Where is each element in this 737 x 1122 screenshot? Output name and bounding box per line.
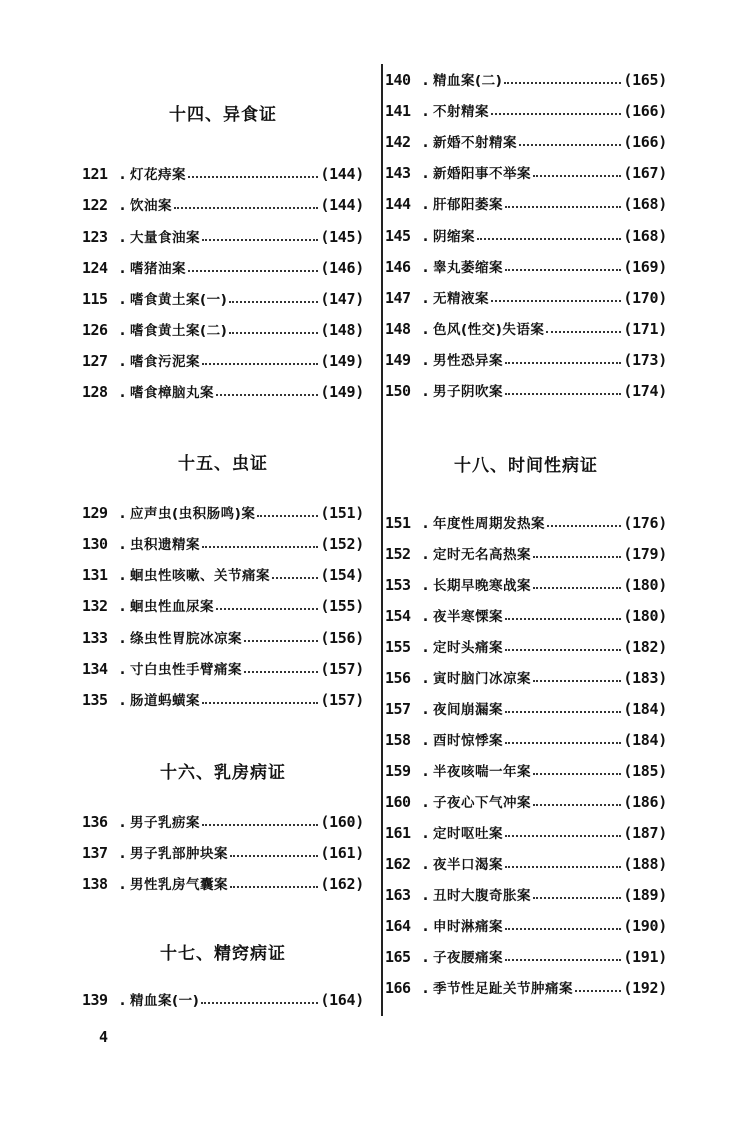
- entry-number: 156: [385, 669, 411, 687]
- entry-number-dot: .: [118, 165, 128, 183]
- entry-title: 嗜食樟脑丸案: [130, 385, 214, 401]
- dot-leader: [202, 817, 318, 827]
- entry-title: 嗜食黄土案(一): [130, 292, 228, 308]
- dot-leader: [519, 137, 621, 147]
- entry-number: 159: [385, 762, 411, 780]
- entry-page: (179): [623, 545, 667, 563]
- dot-leader: [533, 673, 621, 683]
- entry-title: 子夜心下气冲案: [433, 795, 531, 811]
- dot-leader: [174, 200, 318, 210]
- section-heading-15: 十五、虫证: [178, 454, 268, 474]
- toc-entry[interactable]: [385, 791, 667, 817]
- dot-leader: [491, 106, 621, 116]
- toc-entry[interactable]: [82, 533, 364, 559]
- toc-entry[interactable]: [82, 658, 364, 684]
- entry-number: 141: [385, 102, 411, 120]
- toc-entry[interactable]: [385, 512, 667, 538]
- entry-number-dot: .: [118, 321, 128, 339]
- entry-number: 122: [82, 196, 108, 214]
- page-number: 4: [99, 1028, 109, 1046]
- column-divider: [381, 64, 383, 1016]
- dot-leader: [575, 983, 621, 993]
- dot-leader: [505, 921, 621, 931]
- entry-page: (162): [320, 875, 364, 893]
- dot-leader: [491, 293, 621, 303]
- entry-page: (157): [320, 691, 364, 709]
- entry-page: (154): [320, 566, 364, 584]
- dot-leader: [505, 828, 621, 838]
- entry-number-dot: .: [118, 844, 128, 862]
- entry-number: 132: [82, 597, 108, 615]
- entry-title: 精血案(一): [130, 993, 200, 1009]
- dot-leader: [229, 294, 318, 304]
- entry-page: (168): [623, 195, 667, 213]
- dot-leader: [505, 859, 621, 869]
- toc-entry[interactable]: [82, 194, 364, 220]
- dot-leader: [188, 263, 318, 273]
- entry-number-dot: .: [421, 164, 431, 182]
- dot-leader: [202, 539, 318, 549]
- toc-entry[interactable]: [385, 287, 667, 313]
- entry-title: 新婚不射精案: [433, 135, 517, 151]
- dot-leader: [505, 704, 621, 714]
- toc-entry[interactable]: [385, 822, 667, 848]
- entry-number: 164: [385, 917, 411, 935]
- toc-entry[interactable]: [385, 915, 667, 941]
- entry-number-dot: .: [421, 320, 431, 338]
- dot-leader: [505, 386, 621, 396]
- entry-number-dot: .: [118, 813, 128, 831]
- entry-number: 139: [82, 991, 108, 1009]
- dot-leader: [202, 695, 318, 705]
- toc-entry[interactable]: [385, 698, 667, 724]
- entry-number-dot: .: [421, 514, 431, 532]
- entry-page: (169): [623, 258, 667, 276]
- dot-leader: [216, 601, 318, 611]
- toc-entry[interactable]: [385, 977, 667, 1003]
- toc-entry[interactable]: [385, 225, 667, 251]
- toc-entry[interactable]: [385, 131, 667, 157]
- entry-number-dot: .: [118, 629, 128, 647]
- toc-entry[interactable]: [82, 811, 364, 837]
- entry-title: 半夜咳喘一年案: [433, 764, 531, 780]
- entry-title: 应声虫(虫积肠鸣)案: [130, 506, 256, 522]
- entry-number: 137: [82, 844, 108, 862]
- entry-number: 149: [385, 351, 411, 369]
- entry-number: 163: [385, 886, 411, 904]
- entry-number-dot: .: [421, 731, 431, 749]
- entry-number: 162: [385, 855, 411, 873]
- entry-title: 睾丸萎缩案: [433, 260, 503, 276]
- toc-entry[interactable]: [82, 257, 364, 283]
- toc-entry[interactable]: [385, 256, 667, 282]
- entry-page: (157): [320, 660, 364, 678]
- entry-number-dot: .: [421, 258, 431, 276]
- entry-page: (186): [623, 793, 667, 811]
- entry-number: 146: [385, 258, 411, 276]
- toc-entry[interactable]: [82, 350, 364, 376]
- entry-title: 精血案(二): [433, 73, 503, 89]
- entry-title: 寅时脑门冰凉案: [433, 671, 531, 687]
- entry-number-dot: .: [421, 762, 431, 780]
- dot-leader: [533, 766, 621, 776]
- toc-entry[interactable]: [82, 595, 364, 621]
- entry-page: (144): [320, 165, 364, 183]
- entry-number-dot: .: [421, 700, 431, 718]
- entry-page: (160): [320, 813, 364, 831]
- entry-page: (145): [320, 228, 364, 246]
- section-heading-17: 十七、精窍病证: [160, 944, 286, 964]
- toc-entry[interactable]: [82, 226, 364, 252]
- entry-title: 不射精案: [433, 104, 489, 120]
- toc-entry[interactable]: [82, 873, 364, 899]
- toc-entry[interactable]: [385, 318, 667, 344]
- entry-number-dot: .: [421, 195, 431, 213]
- entry-page: (189): [623, 886, 667, 904]
- toc-entry[interactable]: [385, 605, 667, 631]
- toc-entry[interactable]: [385, 100, 667, 126]
- entry-number: 157: [385, 700, 411, 718]
- entry-number: 115: [82, 290, 108, 308]
- entry-number-dot: .: [421, 824, 431, 842]
- entry-title: 年度性周期发热案: [433, 516, 545, 532]
- entry-number-dot: .: [118, 352, 128, 370]
- entry-number-dot: .: [421, 351, 431, 369]
- entry-title: 男子阴吹案: [433, 384, 503, 400]
- entry-title: 肝郁阳萎案: [433, 197, 503, 213]
- toc-entry[interactable]: [82, 288, 364, 314]
- dot-leader: [505, 735, 621, 745]
- dot-leader: [229, 325, 318, 335]
- dot-leader: [533, 168, 621, 178]
- entry-title: 灯花痔案: [130, 167, 186, 183]
- toc-entry[interactable]: [385, 543, 667, 569]
- dot-leader: [505, 262, 621, 272]
- toc-entry[interactable]: [82, 842, 364, 868]
- entry-number: 127: [82, 352, 108, 370]
- dot-leader: [505, 642, 621, 652]
- entry-page: (152): [320, 535, 364, 553]
- entry-number-dot: .: [118, 597, 128, 615]
- entry-number-dot: .: [421, 669, 431, 687]
- entry-number: 155: [385, 638, 411, 656]
- entry-title: 阴缩案: [433, 229, 475, 245]
- entry-title: 季节性足趾关节肿痛案: [433, 981, 573, 997]
- entry-title: 嗜食黄土案(二): [130, 323, 228, 339]
- entry-page: (192): [623, 979, 667, 997]
- dot-leader: [533, 797, 621, 807]
- entry-number-dot: .: [421, 886, 431, 904]
- entry-page: (166): [623, 133, 667, 151]
- entry-number: 133: [82, 629, 108, 647]
- dot-leader: [188, 169, 318, 179]
- toc-entry[interactable]: [82, 989, 364, 1015]
- entry-page: (155): [320, 597, 364, 615]
- entry-number-dot: .: [421, 133, 431, 151]
- toc-entry[interactable]: [385, 349, 667, 375]
- entry-title: 夜半寒慄案: [433, 609, 503, 625]
- entry-page: (156): [320, 629, 364, 647]
- entry-number: 154: [385, 607, 411, 625]
- entry-page: (164): [320, 991, 364, 1009]
- dot-leader: [272, 570, 318, 580]
- entry-number: 161: [385, 824, 411, 842]
- entry-number-dot: .: [118, 691, 128, 709]
- entry-page: (161): [320, 844, 364, 862]
- entry-number: 145: [385, 227, 411, 245]
- entry-title: 男性恐异案: [433, 353, 503, 369]
- entry-number: 121: [82, 165, 108, 183]
- entry-title: 绦虫性胃脘冰凉案: [130, 631, 242, 647]
- entry-title: 大量食油案: [130, 230, 200, 246]
- toc-entry[interactable]: [385, 853, 667, 879]
- section-heading-18: 十八、时间性病证: [454, 456, 598, 476]
- entry-page: (190): [623, 917, 667, 935]
- entry-number-dot: .: [421, 71, 431, 89]
- entry-number-dot: .: [421, 289, 431, 307]
- toc-entry[interactable]: [385, 636, 667, 662]
- entry-page: (174): [623, 382, 667, 400]
- dot-leader: [505, 952, 621, 962]
- dot-leader: [216, 387, 318, 397]
- entry-title: 夜半口渴案: [433, 857, 503, 873]
- entry-page: (184): [623, 731, 667, 749]
- entry-number-dot: .: [421, 948, 431, 966]
- entry-number: 143: [385, 164, 411, 182]
- entry-number: 131: [82, 566, 108, 584]
- entry-number-dot: .: [421, 227, 431, 245]
- entry-page: (144): [320, 196, 364, 214]
- entry-number: 166: [385, 979, 411, 997]
- entry-number: 123: [82, 228, 108, 246]
- entry-page: (170): [623, 289, 667, 307]
- entry-number-dot: .: [421, 979, 431, 997]
- dot-leader: [505, 355, 621, 365]
- entry-title: 嗜猪油案: [130, 261, 186, 277]
- entry-page: (173): [623, 351, 667, 369]
- entry-page: (188): [623, 855, 667, 873]
- toc-entry[interactable]: [385, 574, 667, 600]
- dot-leader: [505, 611, 621, 621]
- entry-number-dot: .: [421, 545, 431, 563]
- entry-page: (191): [623, 948, 667, 966]
- entry-title: 丑时大腹奇胀案: [433, 888, 531, 904]
- entry-page: (187): [623, 824, 667, 842]
- entry-title: 男子乳疬案: [130, 815, 200, 831]
- entry-number: 136: [82, 813, 108, 831]
- entry-page: (182): [623, 638, 667, 656]
- entry-title: 男子乳部肿块案: [130, 846, 228, 862]
- entry-number-dot: .: [118, 196, 128, 214]
- entry-number: 160: [385, 793, 411, 811]
- toc-entry[interactable]: [385, 729, 667, 755]
- entry-number: 138: [82, 875, 108, 893]
- entry-title: 嗜食污泥案: [130, 354, 200, 370]
- entry-number: 129: [82, 504, 108, 522]
- entry-number: 147: [385, 289, 411, 307]
- entry-title: 色风(性交)失语案: [433, 322, 545, 338]
- entry-page: (167): [623, 164, 667, 182]
- entry-page: (165): [623, 71, 667, 89]
- entry-number-dot: .: [421, 607, 431, 625]
- entry-title: 寸白虫性手臂痛案: [130, 662, 242, 678]
- toc-entry[interactable]: [385, 884, 667, 910]
- entry-page: (176): [623, 514, 667, 532]
- dot-leader: [230, 879, 318, 889]
- entry-number: 144: [385, 195, 411, 213]
- entry-number-dot: .: [421, 382, 431, 400]
- entry-page: (183): [623, 669, 667, 687]
- entry-number: 124: [82, 259, 108, 277]
- toc-entry[interactable]: [82, 319, 364, 345]
- dot-leader: [504, 75, 621, 85]
- entry-number-dot: .: [118, 504, 128, 522]
- entry-title: 无精液案: [433, 291, 489, 307]
- toc-entry[interactable]: [82, 163, 364, 189]
- entry-number-dot: .: [118, 991, 128, 1009]
- entry-page: (184): [623, 700, 667, 718]
- entry-title: 子夜腰痛案: [433, 950, 503, 966]
- entry-page: (148): [320, 321, 364, 339]
- entry-number-dot: .: [421, 638, 431, 656]
- section-heading-16: 十六、乳房病证: [160, 763, 286, 783]
- toc-entry[interactable]: [385, 667, 667, 693]
- entry-number: 148: [385, 320, 411, 338]
- entry-title: 肠道蚂蟥案: [130, 693, 200, 709]
- dot-leader: [244, 633, 318, 643]
- entry-number-dot: .: [421, 102, 431, 120]
- entry-page: (180): [623, 607, 667, 625]
- entry-title: 定时呕吐案: [433, 826, 503, 842]
- entry-page: (185): [623, 762, 667, 780]
- entry-title: 定时头痛案: [433, 640, 503, 656]
- entry-title: 男性乳房气囊案: [130, 877, 228, 893]
- entry-title: 定时无名高热案: [433, 547, 531, 563]
- toc-entry[interactable]: [385, 946, 667, 972]
- dot-leader: [230, 848, 318, 858]
- dot-leader: [533, 549, 621, 559]
- entry-number-dot: .: [421, 793, 431, 811]
- entry-title: 新婚阳事不举案: [433, 166, 531, 182]
- entry-number-dot: .: [118, 875, 128, 893]
- dot-leader: [547, 518, 621, 528]
- entry-number: 151: [385, 514, 411, 532]
- toc-entry[interactable]: [82, 627, 364, 653]
- entry-number-dot: .: [118, 383, 128, 401]
- entry-number-dot: .: [118, 660, 128, 678]
- dot-leader: [202, 232, 318, 242]
- entry-number-dot: .: [118, 228, 128, 246]
- entry-title: 申时淋痛案: [433, 919, 503, 935]
- dot-leader: [533, 890, 621, 900]
- dot-leader: [533, 580, 621, 590]
- entry-number: 152: [385, 545, 411, 563]
- toc-entry[interactable]: [385, 760, 667, 786]
- entry-page: (168): [623, 227, 667, 245]
- toc-entry[interactable]: [385, 162, 667, 188]
- entry-number-dot: .: [421, 576, 431, 594]
- toc-entry[interactable]: [82, 502, 364, 528]
- entry-title: 蛔虫性咳嗽、关节痛案: [130, 568, 270, 584]
- entry-title: 夜间崩漏案: [433, 702, 503, 718]
- toc-entry[interactable]: [82, 564, 364, 590]
- dot-leader: [257, 508, 318, 518]
- entry-title: 酉时惊悸案: [433, 733, 503, 749]
- entry-number: 126: [82, 321, 108, 339]
- entry-title: 蛔虫性血尿案: [130, 599, 214, 615]
- entry-number-dot: .: [421, 917, 431, 935]
- dot-leader: [505, 199, 621, 209]
- entry-number: 130: [82, 535, 108, 553]
- entry-page: (149): [320, 383, 364, 401]
- entry-number: 134: [82, 660, 108, 678]
- entry-title: 虫积遗精案: [130, 537, 200, 553]
- toc-entry[interactable]: [82, 689, 364, 715]
- entry-number: 135: [82, 691, 108, 709]
- toc-entry[interactable]: [385, 380, 667, 406]
- dot-leader: [202, 356, 318, 366]
- entry-page: (147): [320, 290, 364, 308]
- entry-page: (149): [320, 352, 364, 370]
- entry-title: 长期早晚寒战案: [433, 578, 531, 594]
- entry-number-dot: .: [118, 259, 128, 277]
- entry-page: (166): [623, 102, 667, 120]
- entry-number-dot: .: [118, 566, 128, 584]
- entry-title: 饮油案: [130, 198, 172, 214]
- dot-leader: [546, 324, 621, 334]
- entry-number: 153: [385, 576, 411, 594]
- toc-entry[interactable]: [82, 381, 364, 407]
- entry-page: (171): [623, 320, 667, 338]
- entry-number-dot: .: [118, 535, 128, 553]
- entry-number: 165: [385, 948, 411, 966]
- entry-number: 158: [385, 731, 411, 749]
- dot-leader: [201, 995, 318, 1005]
- toc-entry[interactable]: [385, 193, 667, 219]
- entry-number: 128: [82, 383, 108, 401]
- entry-number: 140: [385, 71, 411, 89]
- dot-leader: [477, 231, 621, 241]
- section-heading-14: 十四、异食证: [169, 105, 277, 125]
- entry-page: (151): [320, 504, 364, 522]
- dot-leader: [244, 664, 318, 674]
- entry-number: 142: [385, 133, 411, 151]
- entry-number-dot: .: [118, 290, 128, 308]
- entry-number-dot: .: [421, 855, 431, 873]
- entry-number: 150: [385, 382, 411, 400]
- entry-page: (146): [320, 259, 364, 277]
- entry-page: (180): [623, 576, 667, 594]
- toc-entry[interactable]: [385, 69, 667, 95]
